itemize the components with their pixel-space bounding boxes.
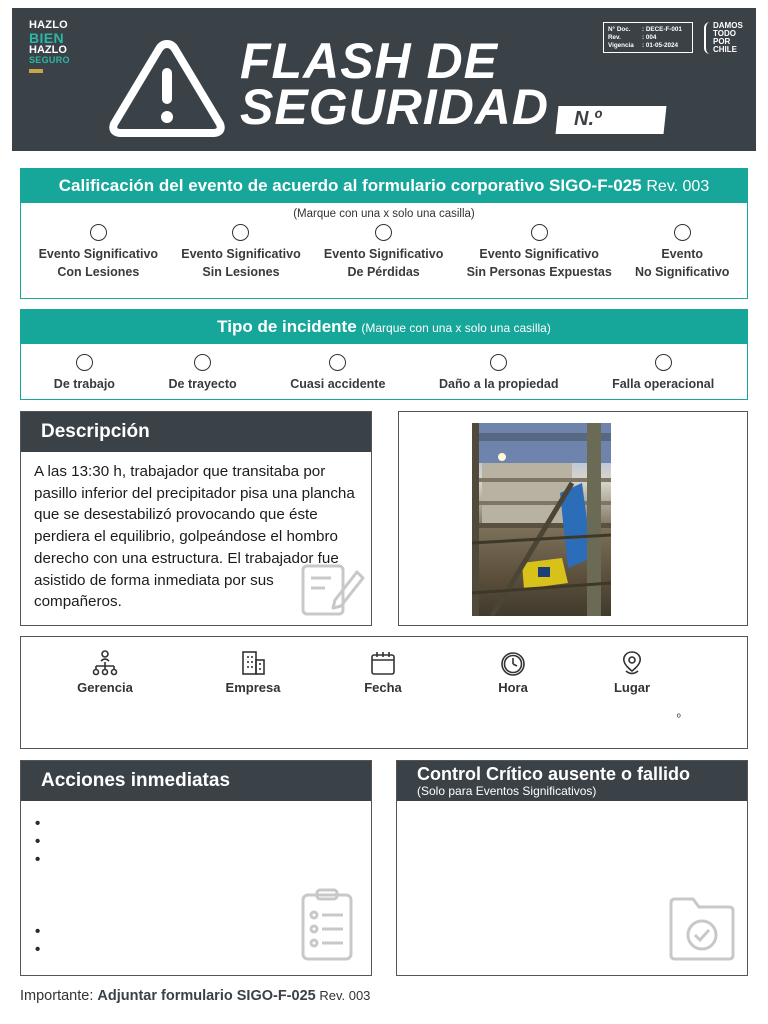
doc-info-key: N° Doc. (608, 26, 631, 33)
brand-line-1: HAZLO (29, 19, 68, 31)
description-section (20, 411, 372, 626)
building-icon (239, 649, 267, 677)
radio-circle[interactable] (674, 224, 691, 241)
footer-rev: Rev. 003 (315, 988, 371, 1003)
tagline-line: CHILE (713, 45, 737, 54)
incident-photo (472, 423, 611, 616)
classification-section (20, 168, 748, 299)
actions-section (20, 760, 372, 976)
option-label: De trayecto (168, 377, 237, 391)
info-label: Fecha (364, 680, 402, 695)
brand-mark (29, 69, 43, 73)
classification-option[interactable] (324, 224, 443, 281)
info-section (20, 636, 748, 749)
info-item-empresa[interactable] (222, 649, 284, 695)
incident-option[interactable] (290, 354, 385, 393)
classification-option[interactable] (467, 224, 612, 281)
radio-circle[interactable] (329, 354, 346, 371)
footer-note (20, 988, 370, 1004)
control-section (396, 760, 748, 976)
incident-option[interactable] (439, 354, 558, 393)
document-info-box (603, 22, 693, 53)
footer-prefix: Importante: (20, 988, 98, 1004)
doc-info-key: Rev. (608, 34, 621, 41)
option-label: De trabajo (53, 377, 115, 391)
incident-type-section (20, 309, 748, 400)
tagline-logo (704, 22, 743, 54)
option-label: Daño a la propiedad (439, 377, 559, 391)
radio-circle[interactable] (655, 354, 672, 371)
option-label-line-1: Evento (661, 247, 704, 261)
title-line-2: SEGURIDAD (240, 79, 550, 135)
page-title (240, 33, 550, 135)
info-label: Gerencia (77, 680, 133, 695)
doc-info-row (608, 34, 688, 42)
description-text[interactable]: A las 13:30 h, trabajador que transitaba por pasillo inferior del precipitador pisa una plancha que se desestabilizó provocando que éste perdiera el equilibrio, golpeándose el hombro derecho con una estructura. El trabajador fue asistido de forma inmediata por sus compañeros. (34, 463, 355, 611)
doc-info-row (608, 26, 688, 34)
option-label: Cuasi accidente (290, 377, 386, 391)
doc-info-key: Vigencia (608, 42, 634, 49)
doc-info-value: : 004 (642, 34, 657, 41)
classification-title-bar (21, 169, 747, 203)
option-label-line-1: Evento Significativo (38, 247, 159, 261)
option-label: Falla operacional (612, 377, 715, 391)
incident-option[interactable] (169, 354, 237, 393)
tagline-line: TODO (713, 29, 736, 38)
doc-info-value: : DECE-F-001 (642, 26, 682, 33)
option-label-line-2: Sin Personas Expuestas (466, 265, 612, 279)
doc-info-row (608, 42, 688, 50)
incident-type-instruction: (Marque con una x solo una casilla) (361, 321, 551, 335)
action-bullet[interactable] (35, 815, 371, 833)
classification-rev: Rev. 003 (646, 178, 710, 195)
option-label-line-1: Evento Significativo (181, 247, 301, 261)
radio-circle[interactable] (90, 224, 107, 241)
incident-type-options (21, 354, 747, 393)
action-bullet[interactable] (35, 851, 371, 869)
degree-mark: º (677, 713, 681, 724)
radio-circle[interactable] (232, 224, 249, 241)
brand-line-4: SEGURO (29, 55, 70, 65)
org-chart-icon (91, 649, 119, 677)
info-label: Empresa (225, 680, 281, 695)
info-item-hora[interactable] (493, 649, 533, 695)
classification-option[interactable] (181, 224, 300, 281)
classification-instruction: (Marque con una x solo una casilla) (293, 208, 475, 220)
flash-number-field[interactable] (556, 106, 667, 134)
footer-bold: Adjuntar formulario SIGO-F-025 (97, 988, 316, 1004)
checklist-icon (299, 887, 355, 963)
classification-option[interactable] (635, 224, 729, 281)
warning-triangle-icon (108, 38, 226, 138)
control-title-bar (397, 761, 747, 801)
incident-option[interactable] (612, 354, 714, 393)
option-label-line-2: No Significativo (634, 265, 730, 279)
brand-logo (29, 20, 73, 73)
option-label-line-1: Evento Significativo (479, 247, 599, 261)
flash-number-label: N.º (574, 108, 602, 130)
option-label-line-1: Evento Significativo (323, 247, 444, 261)
radio-circle[interactable] (375, 224, 392, 241)
header-banner (12, 8, 756, 151)
description-title: Descripción (21, 412, 371, 452)
info-label: Lugar (613, 680, 651, 695)
actions-title: Acciones inmediatas (21, 761, 371, 801)
classification-option[interactable] (39, 224, 158, 281)
info-item-lugar[interactable] (611, 649, 653, 695)
edit-document-icon (299, 558, 367, 618)
option-label-line-2: Sin Lesiones (202, 265, 280, 279)
action-bullet[interactable] (35, 833, 371, 851)
info-item-gerencia[interactable] (76, 649, 134, 695)
clock-icon (499, 649, 527, 677)
option-label-line-2: De Pérdidas (347, 265, 420, 279)
tagline-line: DAMOS (713, 21, 743, 30)
radio-circle[interactable] (490, 354, 507, 371)
brand-line-3: HAZLO (29, 44, 67, 56)
classification-title: Calificación del evento de acuerdo al formulario corporativo SIGO-F-025 (58, 176, 642, 195)
doc-info-value: : 01-05-2024 (642, 42, 679, 49)
option-label-line-2: Con Lesiones (57, 265, 140, 279)
control-title: Control Crítico ausente o fallido (417, 764, 691, 784)
control-subtitle: (Solo para Eventos Significativos) (417, 784, 597, 798)
tagline-line: POR (713, 37, 731, 46)
info-label: Hora (498, 680, 528, 695)
title-line-1: FLASH DE (240, 33, 498, 89)
brand-line-2: BIEN (29, 30, 65, 46)
incident-type-title-bar (21, 310, 747, 344)
folder-gear-icon (667, 889, 737, 965)
location-pin-icon (618, 649, 646, 677)
incident-type-title: Tipo de incidente (217, 317, 357, 336)
radio-circle[interactable] (76, 354, 93, 371)
classification-options (21, 224, 747, 281)
radio-circle[interactable] (531, 224, 548, 241)
radio-circle[interactable] (194, 354, 211, 371)
incident-option[interactable] (54, 354, 115, 393)
info-item-fecha[interactable] (361, 649, 405, 695)
calendar-icon (369, 649, 397, 677)
